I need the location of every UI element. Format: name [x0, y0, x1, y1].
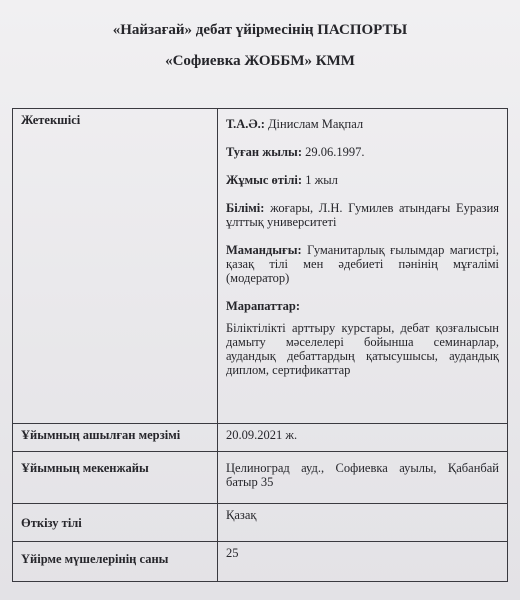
- member-count-value: 25: [218, 542, 508, 582]
- leader-education: Білімі: жоғары, Л.Н. Гумилев атындағы Еуразия ұлттық университеті: [226, 201, 500, 229]
- leader-awards-heading: Марапаттар:: [226, 299, 301, 313]
- opening-date-value: 20.09.2021 ж.: [218, 424, 508, 452]
- language-value: Қазақ: [218, 504, 508, 542]
- table-row-language: [13, 504, 508, 542]
- document-subtitle: «Софиевка ЖОББМ» КММ: [165, 53, 355, 69]
- leader-details: [218, 109, 508, 424]
- table-row-leader: [13, 109, 508, 424]
- table-row-opening-date: [13, 424, 508, 452]
- address-value: Целиноград ауд., Софиевка ауылы, Қабанбай батыр 35: [218, 452, 508, 504]
- member-count-label: Үйірме мүшелерінің саны: [13, 542, 218, 582]
- language-label: Өткізу тілі: [13, 504, 218, 542]
- opening-date-label: Ұйымның ашылған мерзімі: [13, 424, 218, 452]
- table-row-member-count: [13, 542, 508, 582]
- leader-awards: Біліктілікті арттыру курстары, дебат қозғалысын дамыту мәселелері бойынша семинарлар, аудандық дебаттардың қатысушысы, аудандық диплом, сертификаттар: [226, 321, 499, 377]
- passport-table: [12, 108, 508, 582]
- document-title: «Найзағай» дебат үйірмесінің ПАСПОРТЫ: [112, 22, 408, 38]
- leader-specialty: Мамандығы: Гуманитарлық ғылымдар магистрі, қазақ тілі мен әдебиеті пәнінің мұғалімі (модератор): [226, 243, 499, 285]
- leader-experience: Жұмыс өтілі: 1 жыл: [226, 173, 338, 187]
- address-label: Ұйымның мекенжайы: [13, 452, 218, 504]
- leader-label: Жетекшісі: [13, 109, 218, 424]
- table-row-address: [13, 452, 508, 504]
- leader-name: Т.А.Ә.: Дінислам Мақпал: [226, 117, 364, 131]
- leader-birth-year: Туған жылы: 29.06.1997.: [226, 145, 365, 159]
